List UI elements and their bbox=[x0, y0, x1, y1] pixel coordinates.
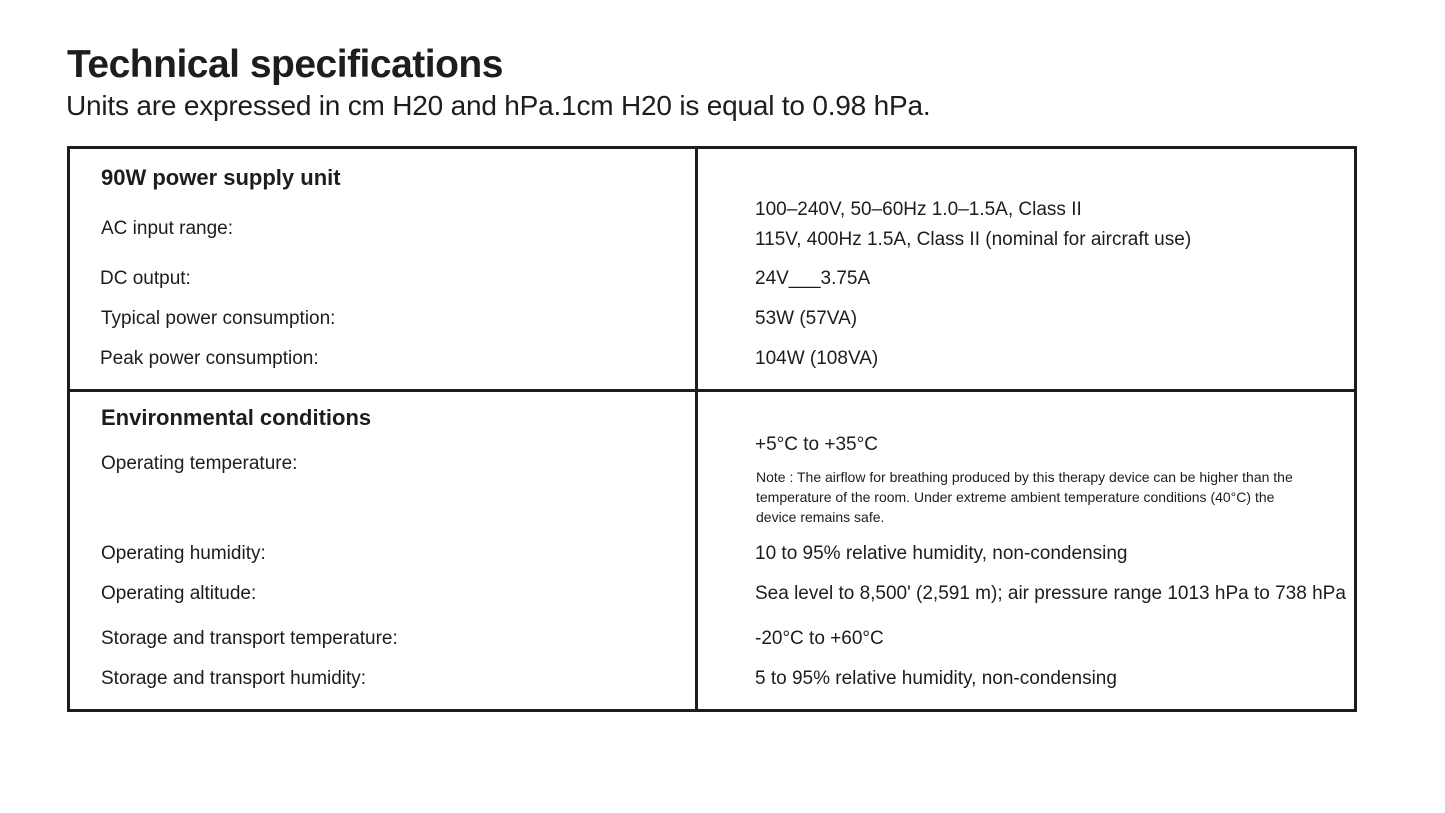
column-divider bbox=[695, 149, 698, 709]
page-title: Technical specifications bbox=[67, 43, 503, 86]
operating-temperature-label: Operating temperature: bbox=[101, 453, 298, 474]
row-divider bbox=[70, 389, 1354, 392]
peak-power-label: Peak power consumption: bbox=[100, 348, 319, 369]
typical-power-value: 53W (57VA) bbox=[755, 308, 858, 329]
environment-section-heading: Environmental conditions bbox=[101, 405, 372, 430]
operating-humidity-label: Operating humidity: bbox=[101, 543, 266, 564]
ac-input-value-1: 100–240V, 50–60Hz 1.0–1.5A, Class II bbox=[755, 199, 1082, 220]
operating-temperature-note: Note : The airflow for breathing produced by this therapy device can be higher than the temperature of the room. Under extreme ambient temperature conditions (40°C) the device remains safe. bbox=[756, 469, 1293, 525]
peak-power-value: 104W (108VA) bbox=[755, 348, 879, 369]
dc-output-label: DC output: bbox=[100, 268, 191, 289]
operating-altitude-value: Sea level to 8,500' (2,591 m); air pressure range 1013 hPa to 738 hPa bbox=[755, 583, 1346, 604]
ac-input-value-2: 115V, 400Hz 1.5A, Class II (nominal for aircraft use) bbox=[755, 229, 1192, 250]
specifications-table bbox=[67, 146, 1357, 712]
storage-temperature-value: -20°C to +60°C bbox=[755, 628, 884, 649]
storage-temperature-label: Storage and transport temperature: bbox=[101, 628, 398, 649]
typical-power-label: Typical power consumption: bbox=[101, 308, 336, 329]
power-section-heading: 90W power supply unit bbox=[101, 165, 341, 190]
operating-humidity-value: 10 to 95% relative humidity, non-condensing bbox=[755, 543, 1128, 564]
dc-output-value: 24V___3.75A bbox=[755, 268, 871, 289]
storage-humidity-label: Storage and transport humidity: bbox=[101, 668, 367, 689]
operating-temperature-value: +5°C to +35°C bbox=[755, 434, 878, 455]
storage-humidity-value: 5 to 95% relative humidity, non-condensing bbox=[755, 668, 1117, 689]
ac-input-label: AC input range: bbox=[101, 218, 234, 239]
operating-altitude-label: Operating altitude: bbox=[101, 583, 257, 604]
page-subtitle: Units are expressed in cm H20 and hPa.1cm H20 is equal to 0.98 hPa. bbox=[66, 90, 931, 121]
